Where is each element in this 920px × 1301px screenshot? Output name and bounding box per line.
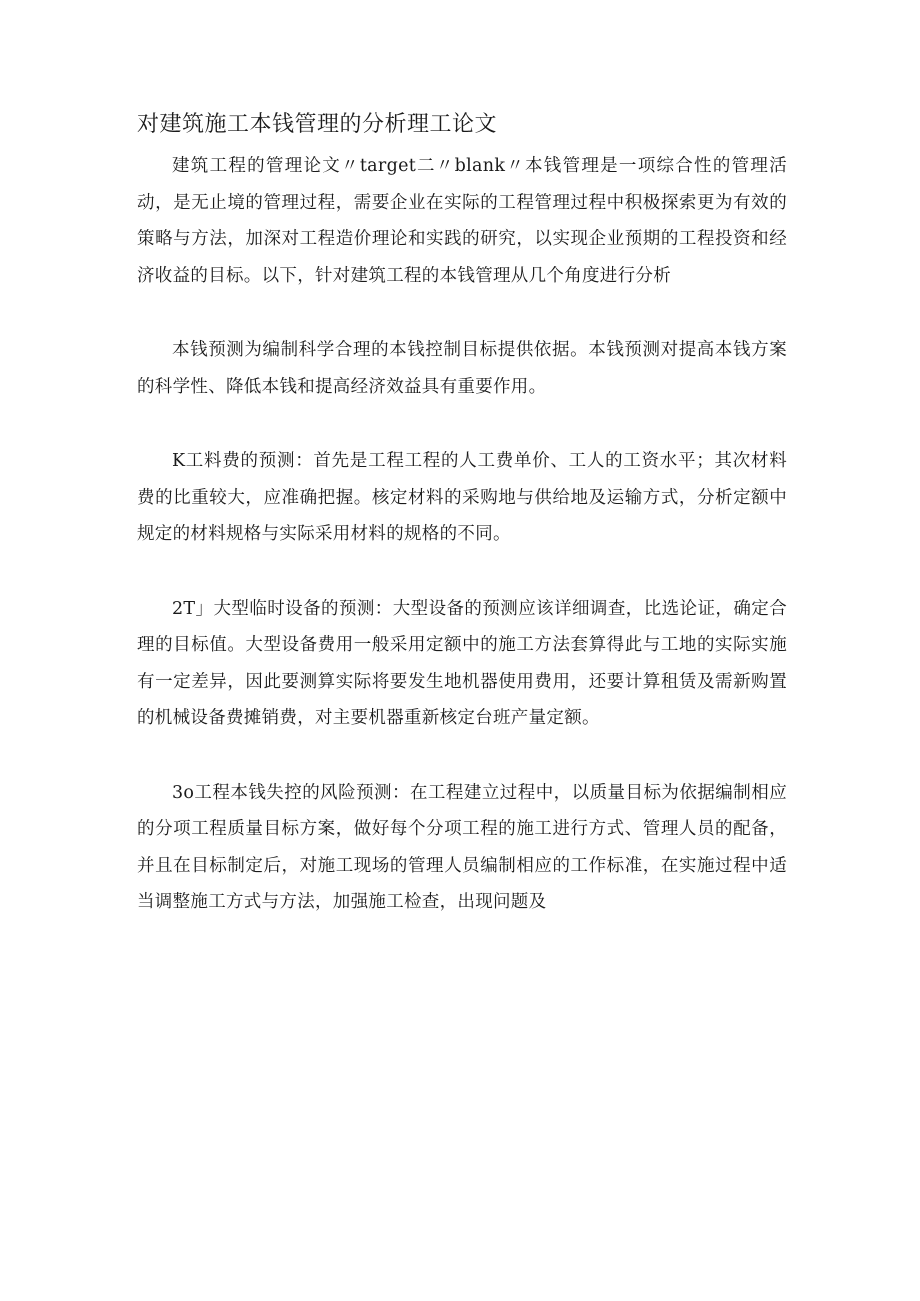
paragraph-equipment-forecast: 2T」大型临时设备的预测：大型设备的预测应该详细调查，比选论证，确定合理的目标值。大型设备费用一般采用定额中的施工方法套算得此与工地的实际实施有一定差异，因此要测算实际将要发生地机器使用费用，还要计算租赁及需新购置的机械设备费摊销费，对主要机器重新核定台班产量定额。 [137, 598, 787, 728]
paragraph-risk-forecast: 3o工程本钱失控的风险预测：在工程建立过程中，以质量目标为依据编制相应的分项工程质量目标方案，做好每个分项工程的施工进行方式、管理人员的配备，并且在目标制定后，对施工现场的管理人员编制相应的工作标准，在实施过程中适当调整施工方式与方法，加强施工检查，出现问题及 [137, 782, 787, 912]
paragraph-cost-forecast: 本钱预测为编制科学合理的本钱控制目标提供依据。本钱预测对提高本钱方案的科学性、降低本钱和提高经济效益具有重要作用。 [137, 340, 787, 397]
paragraph-intro: 建筑工程的管理论文〃target二〃blank〃本钱管理是一项综合性的管理活动，是无止境的管理过程，需要企业在实际的工程管理过程中积极探索更为有效的策略与方法，加深对工程造价理论和实践的研究，以实现企业预期的工程投资和经济收益的目标。以下，针对建筑工程的本钱管理从几个角度进行分析 [137, 156, 787, 286]
document-body [137, 148, 787, 921]
paragraph-labor-material-forecast: K工料费的预测：首先是工程工程的人工费单价、工人的工资水平；其次材料费的比重较大，应准确把握。核定材料的采购地与供给地及运输方式，分析定额中规定的材料规格与实际采用材料的规格的不同。 [137, 451, 787, 544]
document-title: 对建筑施工本钱管理的分析理工论文 [137, 112, 498, 137]
